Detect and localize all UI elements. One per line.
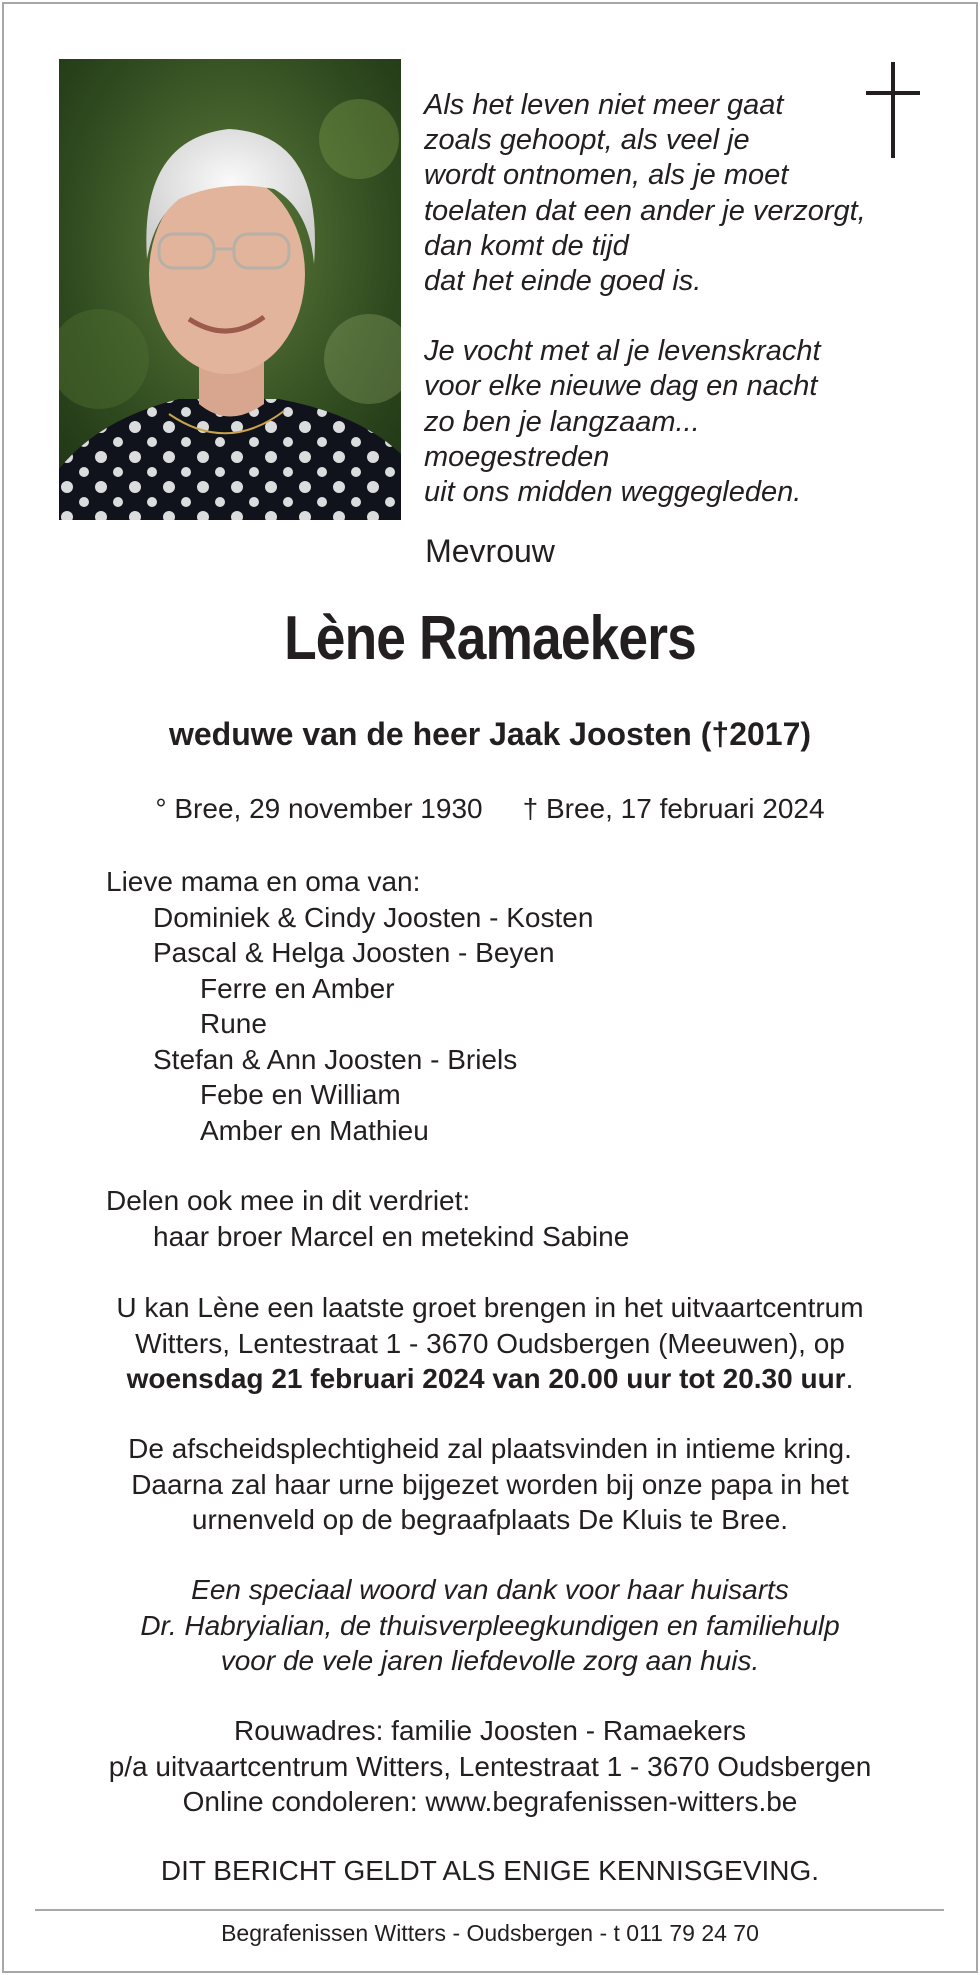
portrait-photo [59,59,401,520]
share-line: haar broer Marcel en metekind Sabine [153,1220,630,1252]
poem-stanza-1 [424,88,944,299]
poem-line: Als het leven niet meer gaat [424,89,784,121]
deceased-name: Lène Ramaekers [284,604,696,673]
family-member: Febe en William [200,1079,401,1110]
thanks-note [0,1572,980,1679]
family-member: Amber en Mathieu [200,1114,429,1146]
visitation-info [0,1290,980,1397]
birth-death-dates [0,793,980,825]
poem-line: dat het einde goed is. [424,265,702,298]
birth-date: ° Bree, 29 november 1930 [155,793,483,824]
address-line: p/a uitvaartcentrum Witters, Lentestraat 1 - 3670 Oudsbergen [108,1750,872,1782]
ceremony-line: De afscheidsplechtigheid zal plaatsvinden in intieme kring. [128,1433,852,1464]
poem-line: zoals gehoopt, als veel je [424,124,750,157]
thanks-line: Een speciaal woord van dank voor haar huisarts [191,1574,789,1605]
poem [424,88,944,510]
poem-line: uit ons midden weggegleden. [424,476,802,509]
family-member: Ferre en Amber [200,972,395,1004]
family-member: Pascal & Helga Joosten - Beyen [153,937,555,968]
address-line: Online condoleren: www.begrafenissen-witters.be [182,1786,798,1817]
visitation-line [0,1361,980,1397]
family-member: Dominiek & Cindy Joosten - Kosten [153,901,594,933]
widow-line: weduwe van de heer Jaak Joosten (†2017) [168,716,812,752]
salutation: Mevrouw [425,533,555,569]
poem-line: Je vocht met al je levenskracht [424,335,821,368]
mourning-address [0,1713,980,1820]
visitation-line: U kan Lène een laatste groet brengen in het uitvaartcentrum [116,1292,864,1323]
footer-divider [35,1909,944,1911]
address-line: Rouwadres: familie Joosten - Ramaekers [234,1715,746,1746]
thanks-line: voor de vele jaren liefdevolle zorg aan huis. [220,1645,760,1676]
poem-line: voor elke nieuwe dag en nacht [424,370,818,403]
poem-line: moegestreden [424,440,610,473]
visitation-line: Witters, Lentestraat 1 - 3670 Oudsbergen (Meeuwen), op [135,1327,845,1359]
poem-stanza-2 [424,334,944,510]
visitation-datetime: woensdag 21 februari 2024 van 20.00 uur tot 20.30 uur [126,1363,846,1394]
death-date: † Bree, 17 februari 2024 [522,793,825,824]
footer: Begrafenissen Witters - Oudsbergen - t 011 79 24 70 [221,1920,759,1946]
poem-line: wordt ontnomen, als je moet [424,159,789,192]
thanks-line: Dr. Habryialian, de thuisverpleegkundigen en familiehulp [140,1609,840,1641]
poem-line: toelaten dat een ander je verzorgt, [424,194,866,227]
ceremony-line: Daarna zal haar urne bijgezet worden bij onze papa in het [131,1468,849,1500]
ceremony-line: urnenveld op de begraafplaats De Kluis te Bree. [191,1504,789,1535]
family-member: Stefan & Ann Joosten - Briels [153,1043,518,1075]
poem-line: zo ben je langzaam... [424,405,700,438]
notice: DIT BERICHT GELDT ALS ENIGE KENNISGEVING. [160,1855,820,1886]
visitation-period: . [845,1363,854,1394]
family-member: Rune [200,1008,267,1039]
family-list [106,864,629,1254]
family-intro: Lieve mama en oma van: [106,866,421,897]
ceremony-info [0,1431,980,1538]
poem-line: dan komt de tijd [424,229,629,262]
share-intro: Delen ook mee in dit verdriet: [106,1185,471,1216]
